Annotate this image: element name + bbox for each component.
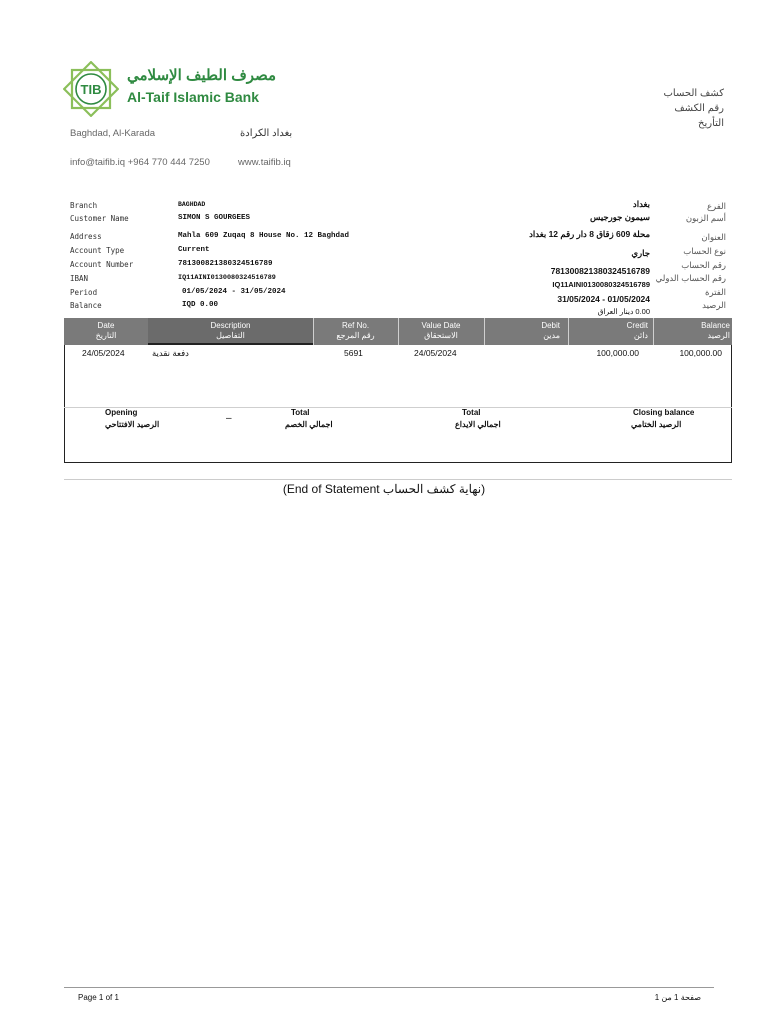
total-debit-label: Total (291, 408, 310, 417)
row-credit: 100,000.00 (596, 348, 639, 358)
balance-label-ar: الرصيد (702, 300, 726, 310)
iban-value: IQ11AINI0130080324516789 (178, 274, 276, 282)
row-ref-no: 5691 (344, 348, 363, 358)
balance-label: Balance (70, 301, 102, 310)
iban-value-ar: IQ11AINI0130080324516789 (552, 280, 650, 289)
statement-date-label: التأريخ (698, 118, 724, 129)
bank-address-en: Baghdad, Al-Karada (70, 128, 156, 139)
header-divider (568, 318, 569, 345)
customer-name-value: SIMON S GOURGEES (178, 214, 251, 222)
footer-divider (64, 987, 714, 988)
bank-contact: info@taifib.iq +964 770 444 7250 (70, 157, 210, 168)
column-header-credit: Credit دائن (626, 321, 648, 340)
column-header-debit: Debit مدين (541, 321, 560, 340)
branch-value-ar: بغداد (632, 199, 650, 209)
bank-logo-icon (63, 61, 119, 117)
summary-divider (64, 407, 732, 408)
logo-monogram: TIB (80, 82, 102, 97)
statement-title: كشف الحساب (663, 88, 724, 99)
iban-label: IBAN (70, 274, 89, 283)
statement-header-right (664, 86, 724, 131)
closing-balance-label-ar: الرصيد الختامي (631, 420, 682, 429)
row-description: دفعة نقدية (152, 348, 189, 358)
column-header-description: Description التفاصيل (148, 318, 313, 345)
bank-name-arabic: مصرف الطيف الإسلامي (127, 67, 277, 84)
account-number-label-ar: رقم الحساب (681, 260, 726, 270)
total-credit-label-ar: اجمالي الايداع (455, 420, 501, 429)
period-value: 01/05/2024 - 31/05/2024 (182, 288, 286, 296)
transactions-table-header (64, 318, 732, 345)
period-label: Period (70, 288, 98, 297)
closing-balance-label: Closing balance (633, 408, 695, 417)
end-of-statement: (End of Statement نهاية كشف الحساب) (282, 482, 486, 496)
row-value-date: 24/05/2024 (414, 348, 457, 358)
address-label-ar: العنوان (701, 232, 726, 242)
header-divider (313, 318, 314, 345)
column-header-date: Date التاريخ (95, 321, 117, 340)
account-number-label: Account Number (70, 260, 134, 269)
total-debit-label-ar: اجمالي الخصم (285, 420, 333, 429)
column-header-ref-no: Ref No. رقم المرجع (336, 321, 375, 340)
branch-label: Branch (70, 201, 98, 210)
row-date: 24/05/2024 (82, 348, 125, 358)
opening-label-ar: الرصيد الافتتاحي (105, 420, 160, 429)
period-label-ar: الفترة (705, 287, 726, 297)
header-divider (398, 318, 399, 345)
address-value: Mahla 609 Zuqaq 8 House No. 12 Baghdad (178, 232, 350, 240)
account-number-value: 781300821380324516789 (178, 260, 273, 268)
bank-address-ar: بغداد الكرادة (240, 128, 293, 139)
row-balance: 100,000.00 (679, 348, 722, 358)
column-header-value-date: Value Date الاستحقاق (421, 321, 461, 340)
opening-label: Opening (105, 408, 138, 417)
total-credit-label: Total (462, 408, 481, 417)
account-number-value-ar: 781300821380324516789 (550, 266, 650, 276)
account-type-value-ar: جاري (631, 248, 650, 258)
opening-value: – (226, 413, 232, 424)
customer-name-label-ar: أسم الزبون (685, 213, 726, 223)
iban-label-ar: رقم الحساب الدولي (655, 273, 726, 283)
bank-website: www.taifib.iq (238, 157, 291, 168)
address-value-ar: محلة 609 زقاق 8 دار رقم 12 بغداد (529, 229, 650, 239)
account-type-value: Current (178, 246, 210, 254)
end-divider (64, 479, 732, 480)
branch-label-ar: الفرع (706, 201, 726, 211)
column-header-balance: Balance الرصيد (701, 321, 730, 340)
header-divider (653, 318, 654, 345)
account-type-label: Account Type (70, 246, 125, 255)
page-number-ar: صفحة 1 من 1 (654, 993, 701, 1002)
balance-value-ar: 0.00 دينار العراق (597, 307, 650, 316)
statement-number-label: رقم الكشف (674, 103, 724, 114)
header-divider (484, 318, 485, 345)
customer-name-value-ar: سيمون جورجيس (589, 212, 650, 222)
branch-value: BAGHDAD (178, 201, 206, 208)
balance-value: IQD 0.00 (182, 301, 219, 309)
page-number: Page 1 of 1 (78, 993, 119, 1002)
period-value-ar: 31/05/2024 - 01/05/2024 (557, 294, 650, 304)
address-label: Address (70, 232, 102, 241)
account-type-label-ar: نوع الحساب (683, 246, 726, 256)
bank-name-english: Al-Taif Islamic Bank (127, 89, 260, 105)
customer-name-label: Customer Name (70, 214, 129, 223)
